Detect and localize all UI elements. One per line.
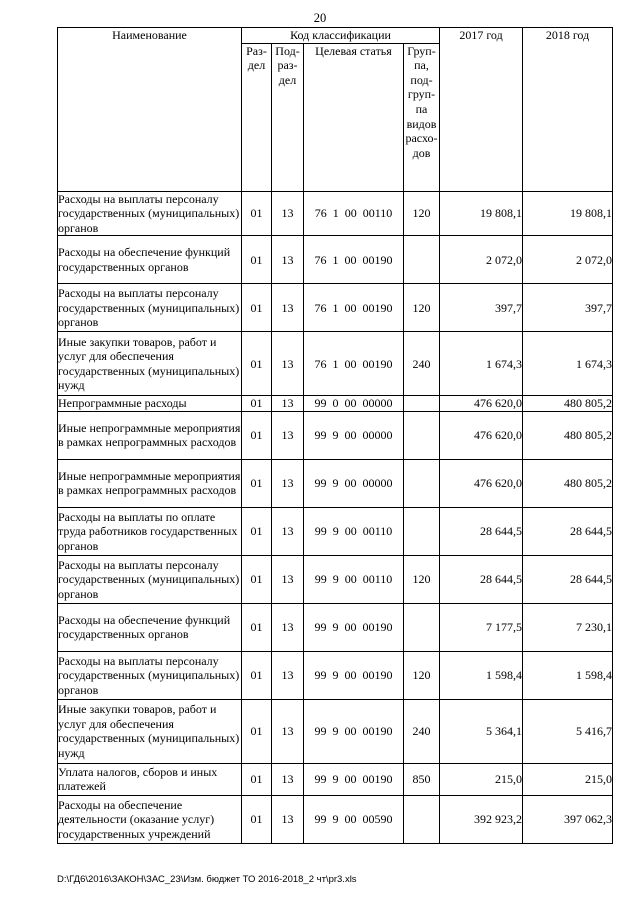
row-amount-2017: 476 620,0	[440, 459, 523, 507]
table-row	[58, 507, 613, 555]
table-row	[58, 651, 613, 699]
row-amount-2017: 392 923,2	[440, 795, 523, 843]
budget-table	[57, 27, 613, 844]
row-expense-group: 240	[404, 699, 440, 763]
row-amount-2018: 1 598,4	[523, 651, 613, 699]
table-row	[58, 795, 613, 843]
row-section: 01	[242, 795, 272, 843]
row-expense-group	[404, 411, 440, 459]
row-amount-2018: 480 805,2	[523, 396, 613, 412]
row-expense-group	[404, 396, 440, 412]
row-amount-2017: 28 644,5	[440, 555, 523, 603]
row-section: 01	[242, 699, 272, 763]
row-amount-2017: 476 620,0	[440, 411, 523, 459]
row-subsection: 13	[272, 699, 304, 763]
row-name: Иные непрограммные мероприятия в рамках непрограммных расходов	[58, 411, 242, 459]
table-row	[58, 332, 613, 396]
row-subsection: 13	[272, 603, 304, 651]
row-amount-2018: 480 805,2	[523, 459, 613, 507]
row-amount-2018: 215,0	[523, 763, 613, 795]
row-amount-2017: 397,7	[440, 284, 523, 332]
row-name: Расходы на выплаты персоналу государственных (муниципальных) органов	[58, 555, 242, 603]
row-amount-2017: 476 620,0	[440, 396, 523, 412]
row-section: 01	[242, 507, 272, 555]
row-subsection: 13	[272, 332, 304, 396]
row-amount-2018: 2 072,0	[523, 236, 613, 284]
row-expense-group	[404, 603, 440, 651]
row-name: Уплата налогов, сборов и иных платежей	[58, 763, 242, 795]
row-target-article: 76 1 00 00190	[304, 236, 404, 284]
row-name: Расходы на выплаты персоналу государственных (муниципальных) органов	[58, 191, 242, 236]
row-target-article: 99 9 00 00190	[304, 699, 404, 763]
row-name: Иные закупки товаров, работ и услуг для обеспечения государственных (муниципальных) нужд	[58, 699, 242, 763]
table-row	[58, 763, 613, 795]
header-expense-group: Груп- па, под- груп- па видов расхо- дов	[404, 43, 440, 191]
row-target-article: 99 9 00 00110	[304, 507, 404, 555]
row-expense-group: 120	[404, 555, 440, 603]
page-number: 20	[313, 11, 327, 25]
header-classification-code: Код классификации	[242, 28, 440, 44]
table-row	[58, 459, 613, 507]
table-row	[58, 396, 613, 412]
row-subsection: 13	[272, 284, 304, 332]
row-target-article: 99 9 00 00190	[304, 763, 404, 795]
row-subsection: 13	[272, 555, 304, 603]
row-amount-2017: 2 072,0	[440, 236, 523, 284]
row-section: 01	[242, 396, 272, 412]
row-section: 01	[242, 411, 272, 459]
row-section: 01	[242, 459, 272, 507]
row-subsection: 13	[272, 507, 304, 555]
row-section: 01	[242, 603, 272, 651]
row-subsection: 13	[272, 411, 304, 459]
row-target-article: 99 9 00 00190	[304, 603, 404, 651]
row-target-article: 99 0 00 00000	[304, 396, 404, 412]
header-subsection: Под- раз- дел	[272, 43, 304, 191]
header-section: Раз- дел	[242, 43, 272, 191]
row-subsection: 13	[272, 396, 304, 412]
row-amount-2018: 5 416,7	[523, 699, 613, 763]
row-amount-2018: 28 644,5	[523, 507, 613, 555]
row-target-article: 99 9 00 00190	[304, 651, 404, 699]
row-amount-2017: 19 808,1	[440, 191, 523, 236]
row-section: 01	[242, 763, 272, 795]
table-row	[58, 411, 613, 459]
row-amount-2018: 397 062,3	[523, 795, 613, 843]
table-row	[58, 555, 613, 603]
row-amount-2018: 397,7	[523, 284, 613, 332]
row-expense-group	[404, 459, 440, 507]
table-row	[58, 236, 613, 284]
row-name: Расходы на обеспечение функций государственных органов	[58, 603, 242, 651]
header-year-2017: 2017 год	[440, 28, 523, 192]
row-target-article: 76 1 00 00190	[304, 284, 404, 332]
row-name: Расходы на выплаты персоналу государственных (муниципальных) органов	[58, 651, 242, 699]
row-expense-group: 120	[404, 284, 440, 332]
row-subsection: 13	[272, 651, 304, 699]
row-target-article: 76 1 00 00190	[304, 332, 404, 396]
row-amount-2018: 28 644,5	[523, 555, 613, 603]
row-section: 01	[242, 284, 272, 332]
table-row	[58, 191, 613, 236]
header-name: Наименование	[58, 28, 242, 192]
row-name: Расходы на выплаты по оплате труда работников государственных органов	[58, 507, 242, 555]
row-subsection: 13	[272, 236, 304, 284]
row-amount-2018: 19 808,1	[523, 191, 613, 236]
table-row	[58, 699, 613, 763]
row-expense-group: 120	[404, 651, 440, 699]
row-target-article: 99 9 00 00590	[304, 795, 404, 843]
row-name: Иные непрограммные мероприятия в рамках непрограммных расходов	[58, 459, 242, 507]
row-name: Расходы на обеспечение деятельности (оказание услуг) государственных учреждений	[58, 795, 242, 843]
row-target-article: 76 1 00 00110	[304, 191, 404, 236]
row-subsection: 13	[272, 459, 304, 507]
row-section: 01	[242, 555, 272, 603]
row-amount-2017: 7 177,5	[440, 603, 523, 651]
row-name: Непрограммные расходы	[58, 396, 242, 412]
row-expense-group	[404, 795, 440, 843]
footer-file-path: D:\ГД6\2016\ЗАКОН\ЗАС_23\Изм. бюджет ТО 2016-2018_2 чт\pr3.xls	[57, 874, 357, 885]
row-expense-group: 850	[404, 763, 440, 795]
row-target-article: 99 9 00 00110	[304, 555, 404, 603]
table-body	[58, 191, 613, 843]
row-section: 01	[242, 651, 272, 699]
header-year-2018: 2018 год	[523, 28, 613, 192]
row-name: Расходы на выплаты персоналу государственных (муниципальных) органов	[58, 284, 242, 332]
table-row	[58, 603, 613, 651]
row-amount-2018: 7 230,1	[523, 603, 613, 651]
row-target-article: 99 9 00 00000	[304, 459, 404, 507]
row-expense-group	[404, 507, 440, 555]
row-section: 01	[242, 332, 272, 396]
row-subsection: 13	[272, 795, 304, 843]
row-name: Расходы на обеспечение функций государственных органов	[58, 236, 242, 284]
row-amount-2018: 1 674,3	[523, 332, 613, 396]
row-target-article: 99 9 00 00000	[304, 411, 404, 459]
row-amount-2018: 480 805,2	[523, 411, 613, 459]
row-subsection: 13	[272, 763, 304, 795]
header-target-article: Целевая статья	[304, 43, 404, 191]
row-amount-2017: 215,0	[440, 763, 523, 795]
row-name: Иные закупки товаров, работ и услуг для обеспечения государственных (муниципальных) нужд	[58, 332, 242, 396]
row-section: 01	[242, 236, 272, 284]
table-row	[58, 284, 613, 332]
row-expense-group: 120	[404, 191, 440, 236]
row-section: 01	[242, 191, 272, 236]
row-expense-group: 240	[404, 332, 440, 396]
row-amount-2017: 1 598,4	[440, 651, 523, 699]
row-amount-2017: 28 644,5	[440, 507, 523, 555]
row-subsection: 13	[272, 191, 304, 236]
row-amount-2017: 5 364,1	[440, 699, 523, 763]
row-amount-2017: 1 674,3	[440, 332, 523, 396]
row-expense-group	[404, 236, 440, 284]
